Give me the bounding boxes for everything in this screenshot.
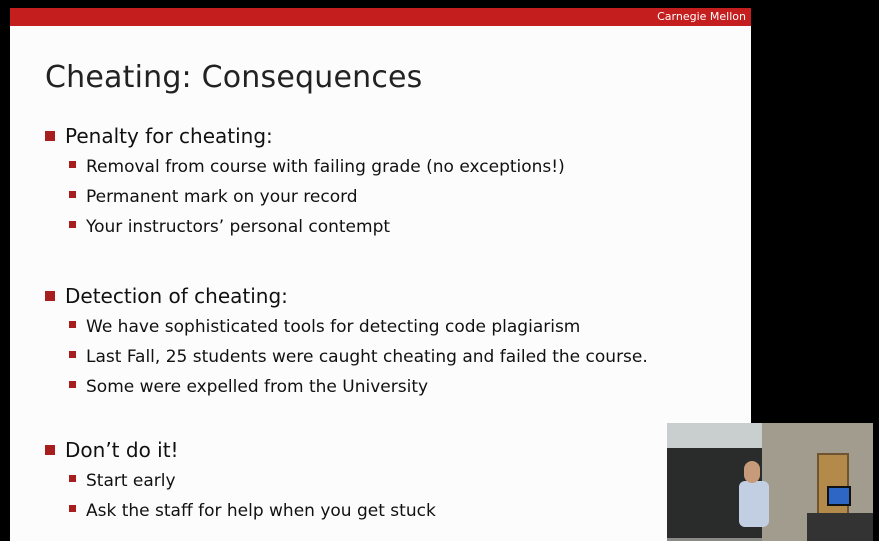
square-bullet-icon [69, 321, 76, 328]
lecturer-figure [739, 481, 769, 527]
item-text: Ask the staff for help when you get stuck [86, 501, 436, 521]
square-bullet-icon [69, 221, 76, 228]
item-text: Removal from course with failing grade (no exceptions!) [86, 157, 565, 177]
header-bar [10, 8, 751, 26]
section-heading [45, 436, 436, 464]
square-bullet-icon [45, 445, 55, 455]
square-bullet-icon [69, 475, 76, 482]
square-bullet-icon [69, 351, 76, 358]
list-item [69, 182, 565, 212]
item-text: Some were expelled from the University [86, 377, 429, 397]
list-item [69, 466, 436, 496]
lecturer-head [744, 461, 760, 483]
section-heading [45, 282, 648, 310]
item-text: We have sophisticated tools for detecting code plagiarism [86, 317, 581, 337]
square-bullet-icon [45, 131, 55, 141]
section-heading [45, 122, 565, 150]
square-bullet-icon [69, 161, 76, 168]
item-text: Permanent mark on your record [86, 187, 358, 207]
brand-label: Carnegie Mellon [657, 10, 746, 23]
video-desk [807, 513, 873, 541]
item-text: Your instructors’ personal contempt [86, 217, 391, 237]
list-item [69, 372, 648, 402]
section-detection [45, 282, 648, 402]
heading-text: Detection of cheating: [65, 284, 288, 308]
heading-text: Penalty for cheating: [65, 124, 273, 148]
section-dont-do-it [45, 436, 436, 526]
square-bullet-icon [45, 291, 55, 301]
list-item [69, 496, 436, 526]
item-text: Start early [86, 471, 176, 491]
item-text: Last Fall, 25 students were caught cheating and failed the course. [86, 347, 648, 367]
section-penalty [45, 122, 565, 242]
list-item [69, 152, 565, 182]
square-bullet-icon [69, 191, 76, 198]
lecturer-video-inset [667, 423, 873, 541]
list-item [69, 212, 565, 242]
list-item [69, 312, 648, 342]
slide-title: Cheating: Consequences [45, 60, 423, 95]
square-bullet-icon [69, 381, 76, 388]
list-item [69, 342, 648, 372]
square-bullet-icon [69, 505, 76, 512]
video-monitor [827, 486, 851, 506]
heading-text: Don’t do it! [65, 438, 179, 462]
slide [10, 8, 751, 541]
